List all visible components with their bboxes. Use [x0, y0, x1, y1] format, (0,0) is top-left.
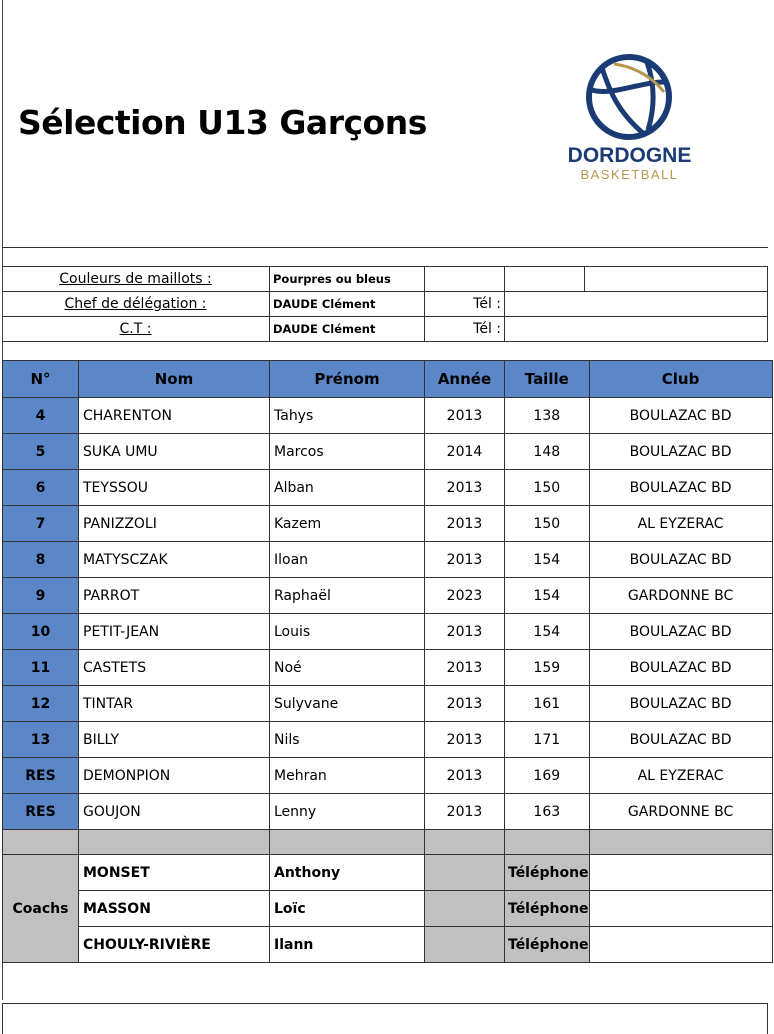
- technical-advisor-value: DAUDE Clément: [273, 322, 376, 336]
- coach-row: [3, 927, 773, 963]
- player-club: BOULAZAC BD: [589, 434, 772, 470]
- player-firstname: Mehran: [270, 758, 425, 794]
- player-number: 5: [3, 434, 79, 470]
- player-lastname: CHARENTON: [79, 398, 270, 434]
- table-row: [3, 686, 773, 722]
- player-lastname: DEMONPION: [79, 758, 270, 794]
- spacer-cell: [589, 830, 772, 855]
- player-lastname: MATYSCZAK: [79, 542, 270, 578]
- player-height: 154: [505, 542, 590, 578]
- coach-phone-value[interactable]: [589, 855, 772, 891]
- player-year: 2013: [425, 794, 505, 830]
- coach-firstname: Loïc: [270, 891, 425, 927]
- player-club: AL EYZERAC: [589, 506, 772, 542]
- player-lastname: TEYSSOU: [79, 470, 270, 506]
- player-number: 10: [3, 614, 79, 650]
- spacer-cell: [3, 830, 79, 855]
- jersey-colors-label: Couleurs de maillots :: [59, 271, 212, 287]
- phone-label: Tél :: [473, 321, 501, 337]
- player-club: BOULAZAC BD: [589, 614, 772, 650]
- logo-word-basketball: BASKETBALL: [580, 167, 679, 182]
- player-year: 2013: [425, 506, 505, 542]
- table-row: [3, 578, 773, 614]
- roster-table: [2, 360, 773, 963]
- player-height: 163: [505, 794, 590, 830]
- player-year: 2013: [425, 542, 505, 578]
- coach-firstname: Anthony: [270, 855, 425, 891]
- player-firstname: Noé: [270, 650, 425, 686]
- divider: [584, 266, 585, 291]
- divider: [2, 247, 768, 248]
- player-number: 9: [3, 578, 79, 614]
- player-club: BOULAZAC BD: [589, 686, 772, 722]
- table-row: [3, 434, 773, 470]
- coach-phone-label: Téléphone: [505, 855, 590, 891]
- player-firstname: Raphaël: [270, 578, 425, 614]
- player-height: 150: [505, 470, 590, 506]
- player-number: 6: [3, 470, 79, 506]
- player-club: BOULAZAC BD: [589, 470, 772, 506]
- player-number: RES: [3, 794, 79, 830]
- coach-phone-value[interactable]: [589, 927, 772, 963]
- table-row: [3, 542, 773, 578]
- column-header-lastname: Nom: [79, 361, 270, 398]
- player-height: 138: [505, 398, 590, 434]
- coach-lastname: CHOULY-RIVIÈRE: [79, 927, 270, 963]
- player-height: 169: [505, 758, 590, 794]
- phone-label: Tél :: [473, 296, 501, 312]
- empty-cell: [425, 927, 505, 963]
- logo-word-dordogne: DORDOGNE: [567, 144, 692, 167]
- player-height: 150: [505, 506, 590, 542]
- player-lastname: GOUJON: [79, 794, 270, 830]
- player-firstname: Kazem: [270, 506, 425, 542]
- player-year: 2013: [425, 722, 505, 758]
- player-height: 161: [505, 686, 590, 722]
- player-firstname: Iloan: [270, 542, 425, 578]
- table-row: [3, 614, 773, 650]
- player-year: 2023: [425, 578, 505, 614]
- page-title: Sélection U13 Garçons: [18, 103, 427, 142]
- table-row: [3, 794, 773, 830]
- empty-cell: [425, 891, 505, 927]
- player-number: 11: [3, 650, 79, 686]
- coach-firstname: Ilann: [270, 927, 425, 963]
- player-firstname: Nils: [270, 722, 425, 758]
- column-header-firstname: Prénom: [270, 361, 425, 398]
- player-year: 2013: [425, 470, 505, 506]
- column-header-club: Club: [589, 361, 772, 398]
- player-lastname: PETIT-JEAN: [79, 614, 270, 650]
- player-number: 8: [3, 542, 79, 578]
- player-year: 2013: [425, 614, 505, 650]
- player-club: BOULAZAC BD: [589, 722, 772, 758]
- player-firstname: Tahys: [270, 398, 425, 434]
- divider: [767, 266, 768, 341]
- table-row: [3, 506, 773, 542]
- player-lastname: TINTAR: [79, 686, 270, 722]
- player-lastname: CASTETS: [79, 650, 270, 686]
- player-height: 154: [505, 614, 590, 650]
- player-number: 7: [3, 506, 79, 542]
- divider: [504, 266, 505, 341]
- coach-phone-label: Téléphone: [505, 927, 590, 963]
- column-header-year: Année: [425, 361, 505, 398]
- player-club: AL EYZERAC: [589, 758, 772, 794]
- player-number: RES: [3, 758, 79, 794]
- spacer-cell: [270, 830, 425, 855]
- column-header-height: Taille: [505, 361, 590, 398]
- dordogne-basketball-logo: [552, 52, 707, 187]
- player-number: 12: [3, 686, 79, 722]
- column-header-number: N°: [3, 361, 79, 398]
- jersey-colors-value: Pourpres ou bleus: [273, 272, 391, 286]
- coach-phone-label: Téléphone: [505, 891, 590, 927]
- player-height: 148: [505, 434, 590, 470]
- table-row: [3, 722, 773, 758]
- coach-phone-value[interactable]: [589, 891, 772, 927]
- player-number: 13: [3, 722, 79, 758]
- coach-lastname: MONSET: [79, 855, 270, 891]
- player-height: 154: [505, 578, 590, 614]
- player-year: 2013: [425, 758, 505, 794]
- coach-row: [3, 855, 773, 891]
- player-height: 159: [505, 650, 590, 686]
- player-firstname: Alban: [270, 470, 425, 506]
- player-year: 2013: [425, 686, 505, 722]
- player-number: 4: [3, 398, 79, 434]
- spacer-row: [3, 830, 773, 855]
- player-club: BOULAZAC BD: [589, 542, 772, 578]
- spacer-cell: [505, 830, 590, 855]
- player-firstname: Marcos: [270, 434, 425, 470]
- divider: [2, 341, 768, 342]
- table-row: [3, 650, 773, 686]
- player-year: 2013: [425, 398, 505, 434]
- coaches-label: Coachs: [3, 855, 79, 963]
- player-club: GARDONNE BC: [589, 794, 772, 830]
- table-row: [3, 470, 773, 506]
- player-lastname: BILLY: [79, 722, 270, 758]
- player-year: 2013: [425, 650, 505, 686]
- player-lastname: PARROT: [79, 578, 270, 614]
- player-firstname: Louis: [270, 614, 425, 650]
- player-height: 171: [505, 722, 590, 758]
- player-lastname: SUKA UMU: [79, 434, 270, 470]
- player-firstname: Lenny: [270, 794, 425, 830]
- player-firstname: Sulyvane: [270, 686, 425, 722]
- table-row: [3, 398, 773, 434]
- technical-advisor-label: C.T :: [119, 321, 152, 337]
- player-club: BOULAZAC BD: [589, 650, 772, 686]
- next-section-box: [2, 1003, 768, 1034]
- player-year: 2014: [425, 434, 505, 470]
- basketball-icon: [552, 52, 707, 144]
- player-club: BOULAZAC BD: [589, 398, 772, 434]
- player-club: GARDONNE BC: [589, 578, 772, 614]
- delegation-head-label: Chef de délégation :: [64, 296, 207, 312]
- spacer-cell: [425, 830, 505, 855]
- table-row: [3, 758, 773, 794]
- coach-row: [3, 891, 773, 927]
- player-lastname: PANIZZOLI: [79, 506, 270, 542]
- coach-lastname: MASSON: [79, 891, 270, 927]
- empty-cell: [425, 855, 505, 891]
- delegation-head-value: DAUDE Clément: [273, 297, 376, 311]
- table-header-row: [3, 361, 773, 398]
- spacer-cell: [79, 830, 270, 855]
